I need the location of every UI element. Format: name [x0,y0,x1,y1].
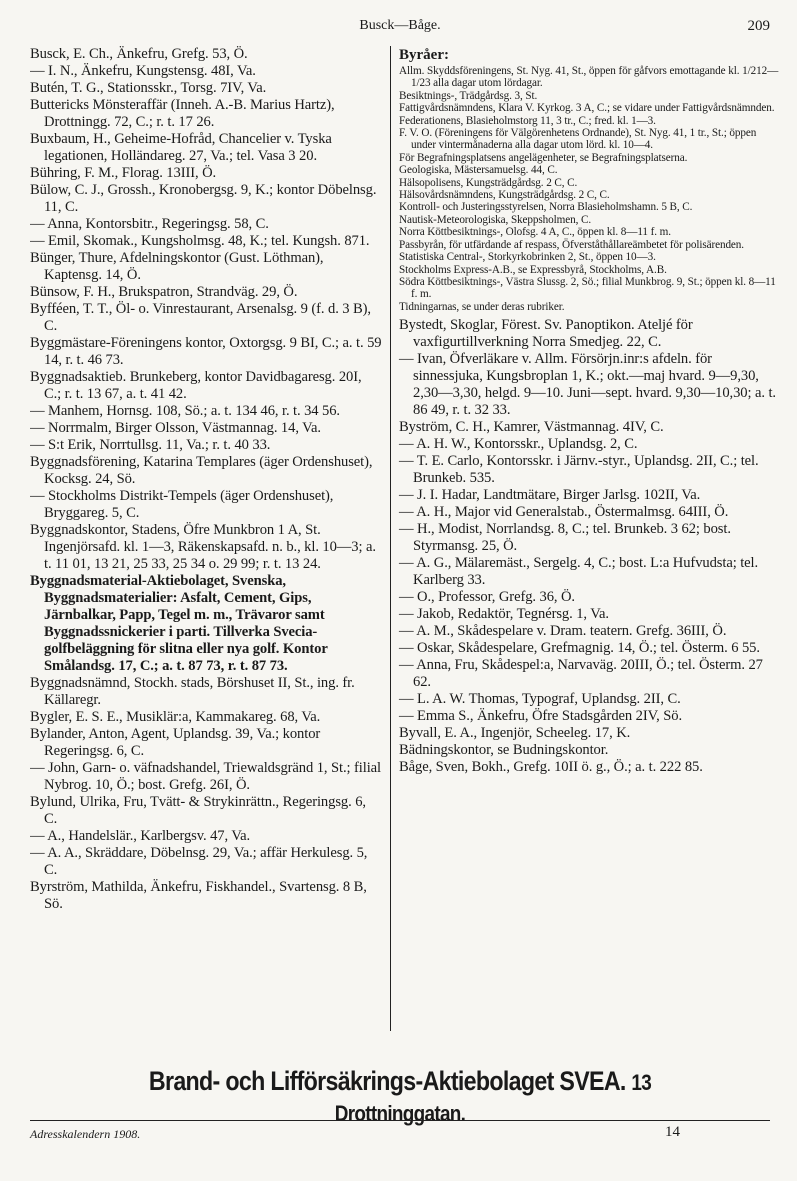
directory-entry: — Emma S., Änkefru, Öfre Stadsgården 2IV, Sö. [399,708,683,725]
directory-entry: Passbyrån, för utfärdande af respass, Öfverståthållareämbetet för polisärenden. [399,238,744,251]
bureaus-rubric: Byråer: [399,47,449,63]
directory-entry: — H., Modist, Norrlandsg. 8, C.; tel. Brunkeb. 3 62; bost. Styrmansg. 25, Ö. [399,521,731,555]
directory-entry: Byvall, E. A., Ingenjör, Scheeleg. 17, K. [399,725,631,742]
directory-entry: — Stockholms Distrikt-Tempels (äger Ordenshuset), Bryggareg. 5, C. [30,488,334,521]
directory-entry: Hälsovårdsnämndens, Kungsträdgårdsg. 2 C, C. [399,189,610,202]
directory-entry: Kontroll- och Justeringsstyrelsen, Norra Blasieholmshamn. 5 B, C. [399,201,693,214]
right-column [390,46,779,1031]
directory-entry: Byggnadskontor, Stadens, Öfre Munkbron 1 A, St. Ingenjörsafd. kl. 1—3, Räkenskapsafd. n. b., kl. 10—3; a. t. 11 01, 13 21, 25 33, 25 34 o. 29 99; r. t. 13 24. [30,522,376,572]
directory-entry: — Emil, Skomak., Kungsholmsg. 48, K.; tel. Kungsh. 871. [30,233,370,249]
directory-entry: — A. A., Skräddare, Döbelnsg. 29, Va.; affär Herkulesg. 5, C. [30,845,368,878]
directory-entry: Byggnadsförening, Katarina Templares (äger Ordenshuset), Kocksg. 24, Sö. [30,454,373,487]
directory-entry: — I. N., Änkefru, Kungstensg. 48I, Va. [30,63,256,79]
directory-entry: Tidningarnas, se under deras rubriker. [399,300,565,313]
directory-entry: — A. M., Skådespelare v. Dram. teatern. Grefg. 36III, Ö. [399,623,727,640]
directory-entry: — J. I. Hadar, Landtmätare, Birger Jarlsg. 102II, Va. [399,487,701,504]
directory-entry: — Manhem, Hornsg. 108, Sö.; a. t. 134 46, r. t. 34 56. [30,403,340,419]
directory-entry: Norra Köttbesiktnings-, Olofsg. 4 A, C., öppen kl. 8—11 f. m. [399,226,671,239]
page-footer [30,1120,770,1147]
bureau-list [399,65,779,313]
left-column [30,46,382,913]
directory-entry: — Anna, Kontorsbitr., Regeringsg. 58, C. [30,216,269,232]
directory-entry: Bühring, F. M., Florag. 13III, Ö. [30,165,217,181]
directory-entry: Byggmästare-Föreningens kontor, Oxtorgsg. 9 BI, C.; a. t. 59 14, r. t. 46 73. [30,335,382,368]
directory-entry: Federationens, Blasieholmstorg 11, 3 tr., C.; fred. kl. 1—3. [399,114,656,127]
directory-entry: Hälsopolisens, Kungsträdgårdsg. 2 C, C. [399,176,578,189]
directory-entry: Fattigvårdsnämndens, Klara V. Kyrkog. 3 A, C.; se vidare under Fattigvårdsnämnden. [399,102,775,115]
directory-entry: — A. H., Major vid Generalstab., Östermalmsg. 64III, Ö. [399,504,729,521]
directory-entry: Allm. Skyddsföreningens, St. Nyg. 41, St., öppen för gåfvors emottagande kl. 1/212—1/23 alla dagar utom lördagar. [399,65,779,90]
directory-entry: Busck, E. Ch., Änkefru, Grefg. 53, Ö. [30,46,248,62]
directory-entry: Statistiska Central-, Storkyrkobrinken 2, St., öppen 10—3. [399,251,656,264]
ad-address: 13 Drottninggatan. [334,1070,652,1126]
directory-entry: — S:t Erik, Norrtullsg. 11, Va.; r. t. 40 33. [30,437,271,453]
directory-entry: För Begrafningsplatsens angelägenheter, se Begrafningsplatserna. [399,151,688,164]
directory-entry: Nautisk-Meteorologiska, Skeppsholmen, C. [399,213,592,226]
ad-text: Brand- och Lifförsäkrings-Aktiebolaget SVEA. [148,1066,626,1096]
directory-entry: — Jakob, Redaktör, Tegnérsg. 1, Va. [399,606,609,623]
directory-entry: Byrström, Mathilda, Änkefru, Fiskhandel., Svartensg. 8 B, Sö. [30,879,367,912]
directory-entry: — T. E. Carlo, Kontorsskr. i Järnv.-styr., Uplandsg. 2II, C.; tel. Brunkeb. 535. [399,453,759,487]
directory-entry: Bünger, Thure, Afdelningskontor (Gust. Löthman), Kaptensg. 14, Ö. [30,250,324,283]
directory-entry: — Oskar, Skådespelare, Grefmagnig. 14, Ö.; tel. Österm. 6 55. [399,640,760,657]
directory-entry: — A. H. W., Kontorsskr., Uplandsg. 2, C. [399,436,638,453]
directory-entry: Stockholms Express-A.B., se Expressbyrå, Stockholms, A.B. [399,263,667,276]
directory-page [30,14,779,1164]
directory-entry: Bystedt, Skoglar, Förest. Sv. Panoptikon. Ateljé för vaxfigurtillverkning Norra Smedjeg. 22, C. [399,317,693,351]
directory-entry: — L. A. W. Thomas, Typograf, Uplandsg. 2II, C. [399,691,681,708]
directory-entry: — Anna, Fru, Skådespel:a, Narvaväg. 20III, Ö.; tel. Österm. 27 62. [399,657,763,691]
directory-entry: Bygler, E. S. E., Musiklär:a, Kammakareg. 68, Va. [30,709,321,725]
publication-title: Adresskalendern 1908. [30,1127,141,1141]
directory-entry: Byggnadsaktieb. Brunkeberg, kontor Davidbagaresg. 20I, C.; r. t. 13 67, a. t. 41 42. [30,369,362,402]
running-title: Busck—Båge. [359,18,441,33]
directory-entry: Bädningskontor, se Budningskontor. [399,742,609,759]
entry-columns [30,46,779,1036]
directory-entry: Buxbaum, H., Geheime-Hofråd, Chancelier v. Tyska legationen, Holländareg. 27, Va.; tel. Vasa 3 20. [30,131,332,164]
directory-entry: Byggnadsnämnd, Stockh. stads, Börshuset II, St., ing. fr. Källaregr. [30,675,355,708]
directory-entry: Byström, C. H., Kamrer, Västmannag. 4IV, C. [399,419,664,436]
directory-entry: Båge, Sven, Bokh., Grefg. 10II ö. g., Ö.; a. t. 222 85. [399,759,703,776]
directory-entry: Butén, T. G., Stationsskr., Torsg. 7IV, Va. [30,80,267,96]
directory-entry: Buttericks Mönsteraffär (Inneh. A.-B. Marius Hartz), Drottningg. 72, C.; r. t. 17 26. [30,97,335,130]
page-header [30,14,770,40]
directory-entry: Södra Köttbesiktnings-, Västra Slussg. 2, Sö.; filial Munkbrog. 9, St.; öppen kl. 8—11 f. m. [399,275,776,301]
page-number: 209 [747,18,770,34]
directory-entry: — A. G., Mälaremäst., Sergelg. 4, C.; bost. L:a Hufvudsta; tel. Karlberg 33. [399,555,759,589]
directory-entry: — A., Handelslär., Karlbergsv. 47, Va. [30,828,251,844]
directory-entry: Geologiska, Mästersamuelsg. 44, C. [399,164,558,177]
directory-entry: — O., Professor, Grefg. 36, Ö. [399,589,575,606]
directory-entry: Bünsow, F. H., Brukspatron, Strandväg. 29, Ö. [30,284,298,300]
directory-entry: Besiktnings-, Trädgårdsg. 3, St. [399,89,538,102]
directory-entry: Bülow, C. J., Grossh., Kronobergsg. 9, K.; kontor Döbelnsg. 11, C. [30,182,377,215]
directory-entry: — John, Garn- o. väfnadshandel, Triewaldsgränd 1, St.; filial Nybrog. 10, Ö.; bost. Grefg. 26I, Ö. [30,760,381,793]
directory-entry: Bylund, Ulrika, Fru, Tvätt- & Strykinrättn., Regeringsg. 6, C. [30,794,366,827]
directory-entry: — Ivan, Öfverläkare v. Allm. Försörjn.inr:s afdeln. för sinnessjuka, Kungsbroplan 1, K.; okt.—maj hvard. 9—9,30, 2,30—3,30, helgd. 9—10. Juni—sept. hvard. 9,30—10,30; a. t. 86 49, r. t. 32 33. [399,351,776,419]
advertisement-banner [82,1066,718,1128]
directory-entry: — Norrmalm, Birger Olsson, Västmannag. 14, Va. [30,420,321,436]
directory-entry: F. V. O. (Föreningens för Välgörenhetens Ordnande), St. Nyg. 41, 1 tr., St.; öppen under vintermånaderna alla dagar utom lörd. kl. 10—4. [399,127,757,152]
right-entries [399,317,779,776]
directory-entry: Byfféen, T. T., Öl- o. Vinrestaurant, Arsenalsg. 9 (f. d. 3 B), C. [30,301,371,334]
sheet-number: 14 [665,1124,680,1140]
directory-entry: Bylander, Anton, Agent, Uplandsg. 39, Va.; kontor Regeringsg. 6, C. [30,726,321,759]
directory-entry: Byggnadsmaterial-Aktiebolaget, Svenska, Byggnadsmaterialier: Asfalt, Cement, Gips, Järnbalkar, Papp, Tegel m. m., Trävaror samt Byggnadssnickerier i parti. Tillverka Svecia-golfbeläggning för slitna eller nya golf. Kontor Smålandsg. 17, C.; a. t. 87 73, r. t. 87 73. [30,573,328,674]
